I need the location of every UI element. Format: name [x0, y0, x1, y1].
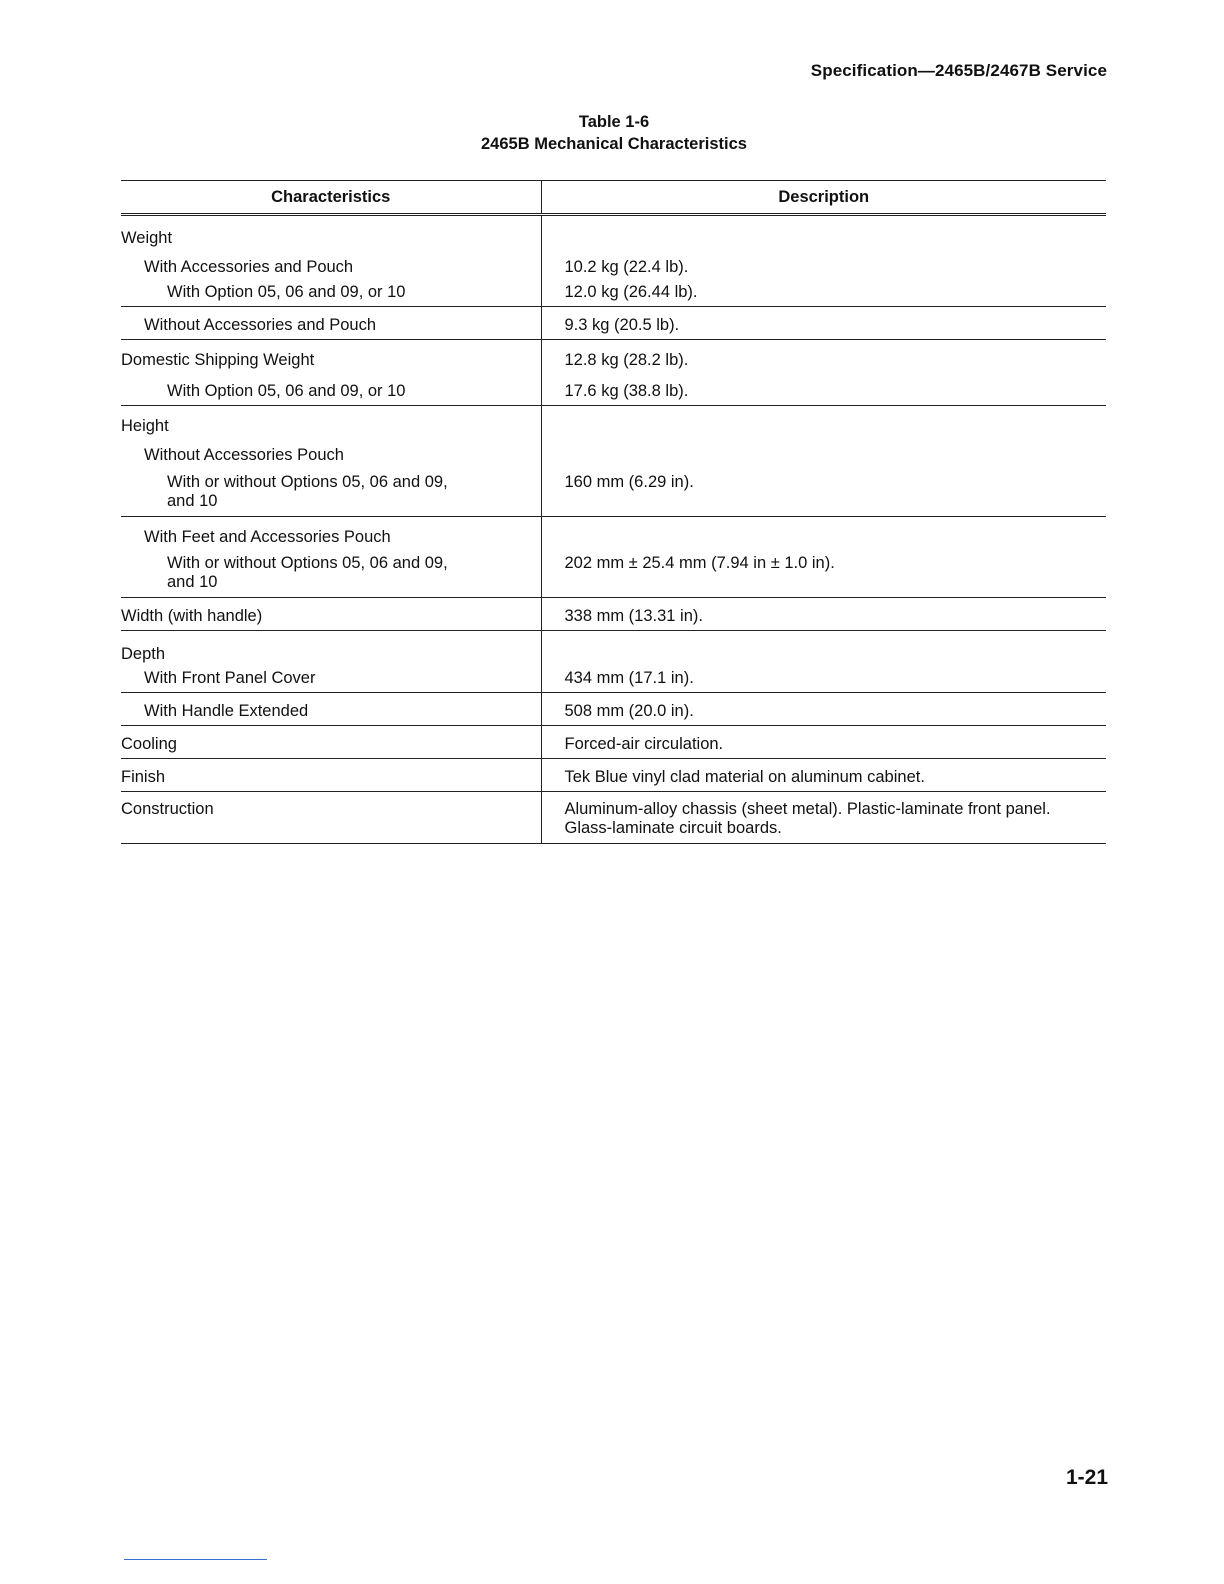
table-row [121, 340, 1106, 370]
table-row [121, 307, 1106, 340]
row-value [541, 436, 1106, 465]
table-row [121, 248, 1106, 277]
row-value: 508 mm (20.0 in). [541, 693, 1106, 726]
row-value: 12.8 kg (28.2 lb). [541, 340, 1106, 370]
row-label: Construction [121, 792, 541, 844]
row-value: 338 mm (13.31 in). [541, 598, 1106, 631]
row-label-weight: Weight [121, 228, 173, 247]
row-label: Cooling [121, 726, 541, 759]
table-row [121, 693, 1106, 726]
row-label: With Option 05, 06 and 09, or 10 [121, 370, 541, 406]
table-row [121, 792, 1106, 844]
row-label: Width (with handle) [121, 598, 541, 631]
row-value: 434 mm (17.1 in). [541, 664, 1106, 693]
row-value [541, 631, 1106, 664]
bottom-rule [124, 1559, 267, 1560]
row-label-depth: Depth [121, 644, 166, 663]
row-value: 12.0 kg (26.44 lb). [541, 277, 1106, 307]
row-value: 160 mm (6.29 in). [541, 465, 1106, 517]
row-label: Without Accessories and Pouch [121, 307, 541, 340]
row-label: With Handle Extended [121, 693, 541, 726]
table-row [121, 465, 1106, 517]
table-row [121, 277, 1106, 307]
table-row [121, 598, 1106, 631]
row-label: Without Accessories Pouch [144, 445, 344, 464]
row-value: 202 mm ± 25.4 mm (7.94 in ± 1.0 in). [541, 547, 1106, 598]
row-label-height: Height [121, 416, 169, 435]
row-value: Tek Blue vinyl clad material on aluminum cabinet. [541, 759, 1106, 792]
row-value: 17.6 kg (38.8 lb). [541, 370, 1106, 406]
row-label: With Option 05, 06 and 09, or 10 [121, 277, 541, 307]
table-row [121, 664, 1106, 693]
row-label: With Front Panel Cover [121, 664, 541, 693]
table-row [121, 517, 1106, 547]
table-row [121, 631, 1106, 664]
row-label: Domestic Shipping Weight [121, 350, 315, 369]
table-row [121, 436, 1106, 465]
table-number: Table 1-6 [578, 113, 650, 131]
row-value [541, 406, 1106, 436]
table-row [121, 370, 1106, 406]
table-row [121, 726, 1106, 759]
running-header: Specification—2465B/2467B Service [810, 61, 1107, 80]
column-header-characteristics: Characteristics [121, 181, 541, 215]
table-title: 2465B Mechanical Characteristics [481, 135, 747, 153]
table-row [121, 547, 1106, 598]
page-number: 1-21 [1065, 1466, 1108, 1489]
row-label: With or without Options 05, 06 and 09, and 10 [121, 465, 541, 517]
row-value: Aluminum-alloy chassis (sheet metal). Plastic-laminate front panel. Glass-laminate circuit boards. [541, 792, 1106, 844]
mechanical-characteristics-table [121, 180, 1106, 844]
column-header-description: Description [541, 181, 1106, 215]
table-header-row [121, 181, 1106, 215]
row-value [541, 517, 1106, 547]
table-row [121, 406, 1106, 436]
table-caption [0, 111, 1224, 155]
row-value: Forced-air circulation. [541, 726, 1106, 759]
row-label: With Accessories and Pouch [144, 257, 354, 276]
row-label: With Feet and Accessories Pouch [144, 527, 391, 546]
row-label: Finish [121, 759, 541, 792]
table-row [121, 759, 1106, 792]
row-label: With or without Options 05, 06 and 09, and 10 [121, 547, 541, 598]
table-row [121, 215, 1106, 248]
row-value: 9.3 kg (20.5 lb). [541, 307, 1106, 340]
row-value-weight [541, 215, 1106, 248]
row-value: 10.2 kg (22.4 lb). [541, 248, 1106, 277]
